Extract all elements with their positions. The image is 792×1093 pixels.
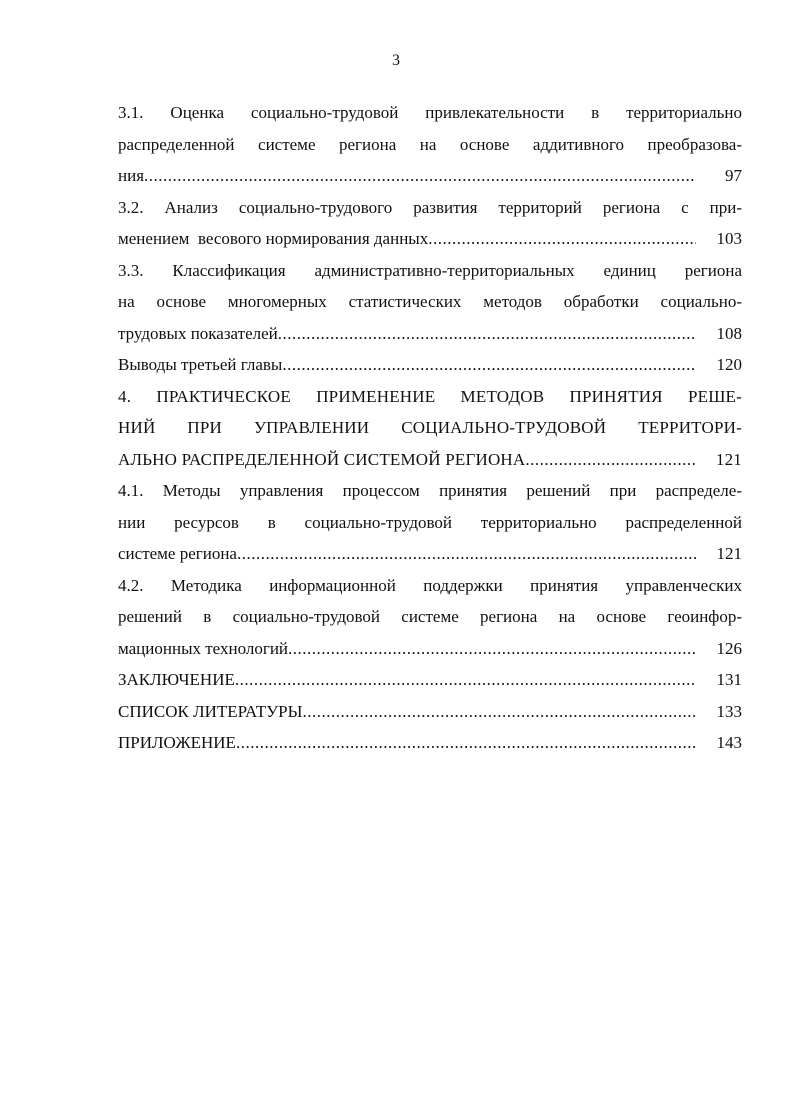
toc-entry-line: на основе многомерных статистических методов обработки социально-	[118, 292, 742, 311]
toc-entry-3-3	[118, 255, 742, 350]
toc-page-number: 126	[716, 638, 742, 658]
toc-entry-4-2	[118, 570, 742, 665]
dot-leader	[288, 633, 696, 665]
toc-page-number: 120	[716, 355, 742, 374]
toc-entry-text: СПИСОК ЛИТЕРАТУРЫ	[118, 701, 303, 721]
dot-leader	[525, 444, 696, 476]
toc-entry-text: трудовых показателей	[118, 323, 278, 343]
toc-entry-final-line	[118, 318, 742, 350]
toc-entry-final-line	[118, 727, 742, 759]
toc-entry-line: 3.3. Классификация административно-территориальных единиц региона	[118, 260, 742, 280]
toc-entry-final-line	[118, 538, 742, 570]
toc-entry-line: 4. ПРАКТИЧЕСКОЕ ПРИМЕНЕНИЕ МЕТОДОВ ПРИНЯТИЯ РЕШЕ-	[118, 386, 742, 406]
toc-entry-line: 3.2. Анализ социально-трудового развития территорий региона с при-	[118, 197, 742, 217]
toc-page-number: 121	[715, 449, 742, 469]
toc-entry-text: менением весового нормирования данных	[118, 229, 429, 248]
toc-entry-final-line	[118, 664, 742, 696]
toc-page-number: 103	[716, 229, 742, 248]
toc-entry-text: Выводы третьей главы	[118, 355, 283, 374]
toc-entry-line: нии ресурсов в социально-трудовой территориально распределенной	[118, 512, 742, 532]
toc-entry-references	[118, 696, 742, 728]
toc-entry-text: ния	[118, 166, 145, 185]
table-of-contents	[118, 97, 742, 759]
toc-entry-line: 4.2. Методика информационной поддержки принятия управленческих	[118, 575, 742, 595]
toc-entry-3-1	[118, 97, 742, 192]
toc-entry-text: ПРИЛОЖЕНИЕ	[118, 733, 236, 752]
dot-leader	[302, 696, 696, 728]
toc-entry-text: мационных технологий	[118, 638, 289, 658]
toc-entry-line: НИЙ ПРИ УПРАВЛЕНИИ СОЦИАЛЬНО-ТРУДОВОЙ ТЕРРИТОРИ-	[118, 418, 742, 437]
toc-page-number: 143	[716, 733, 742, 752]
toc-entry-chapter-4	[118, 381, 742, 476]
toc-page-number: 108	[716, 323, 742, 343]
toc-entry-line: распределенной системе региона на основе аддитивного преобразова-	[118, 134, 742, 154]
dot-leader	[278, 318, 696, 350]
toc-entry-text: АЛЬНО РАСПРЕДЕЛЕННОЙ СИСТЕМОЙ РЕГИОНА	[118, 449, 526, 469]
toc-entry-3-2	[118, 192, 742, 255]
toc-page-number: 131	[716, 670, 742, 689]
toc-entry-final-line	[118, 160, 742, 192]
toc-entry-chapter-3-conclusions	[118, 349, 742, 381]
toc-entry-final-line	[118, 633, 742, 665]
toc-entry-final-line	[118, 696, 742, 728]
dot-leader	[237, 538, 696, 570]
toc-entry-line: 4.1. Методы управления процессом принятия решений при распределе-	[118, 481, 742, 500]
toc-entry-line: решений в социально-трудовой системе региона на основе геоинфор-	[118, 607, 742, 626]
toc-page-number: 121	[716, 544, 742, 563]
toc-entry-text: системе региона	[118, 544, 237, 563]
toc-entry-text: ЗАКЛЮЧЕНИЕ	[118, 670, 235, 689]
toc-entry-line: 3.1. Оценка социально-трудовой привлекательности в территориально	[118, 103, 742, 122]
dot-leader	[236, 727, 696, 759]
dot-leader	[144, 160, 696, 192]
toc-entry-final-line	[118, 349, 742, 381]
toc-page-number: 133	[716, 701, 742, 721]
dot-leader	[282, 349, 696, 381]
toc-entry-4-1	[118, 475, 742, 570]
toc-entry-final-line	[118, 444, 742, 476]
toc-page-number: 97	[725, 166, 742, 185]
toc-entry-conclusion	[118, 664, 742, 696]
dot-leader	[235, 664, 696, 696]
toc-entry-appendix	[118, 727, 742, 759]
page-number: 3	[392, 52, 400, 69]
dot-leader	[428, 223, 696, 255]
toc-entry-final-line	[118, 223, 742, 255]
